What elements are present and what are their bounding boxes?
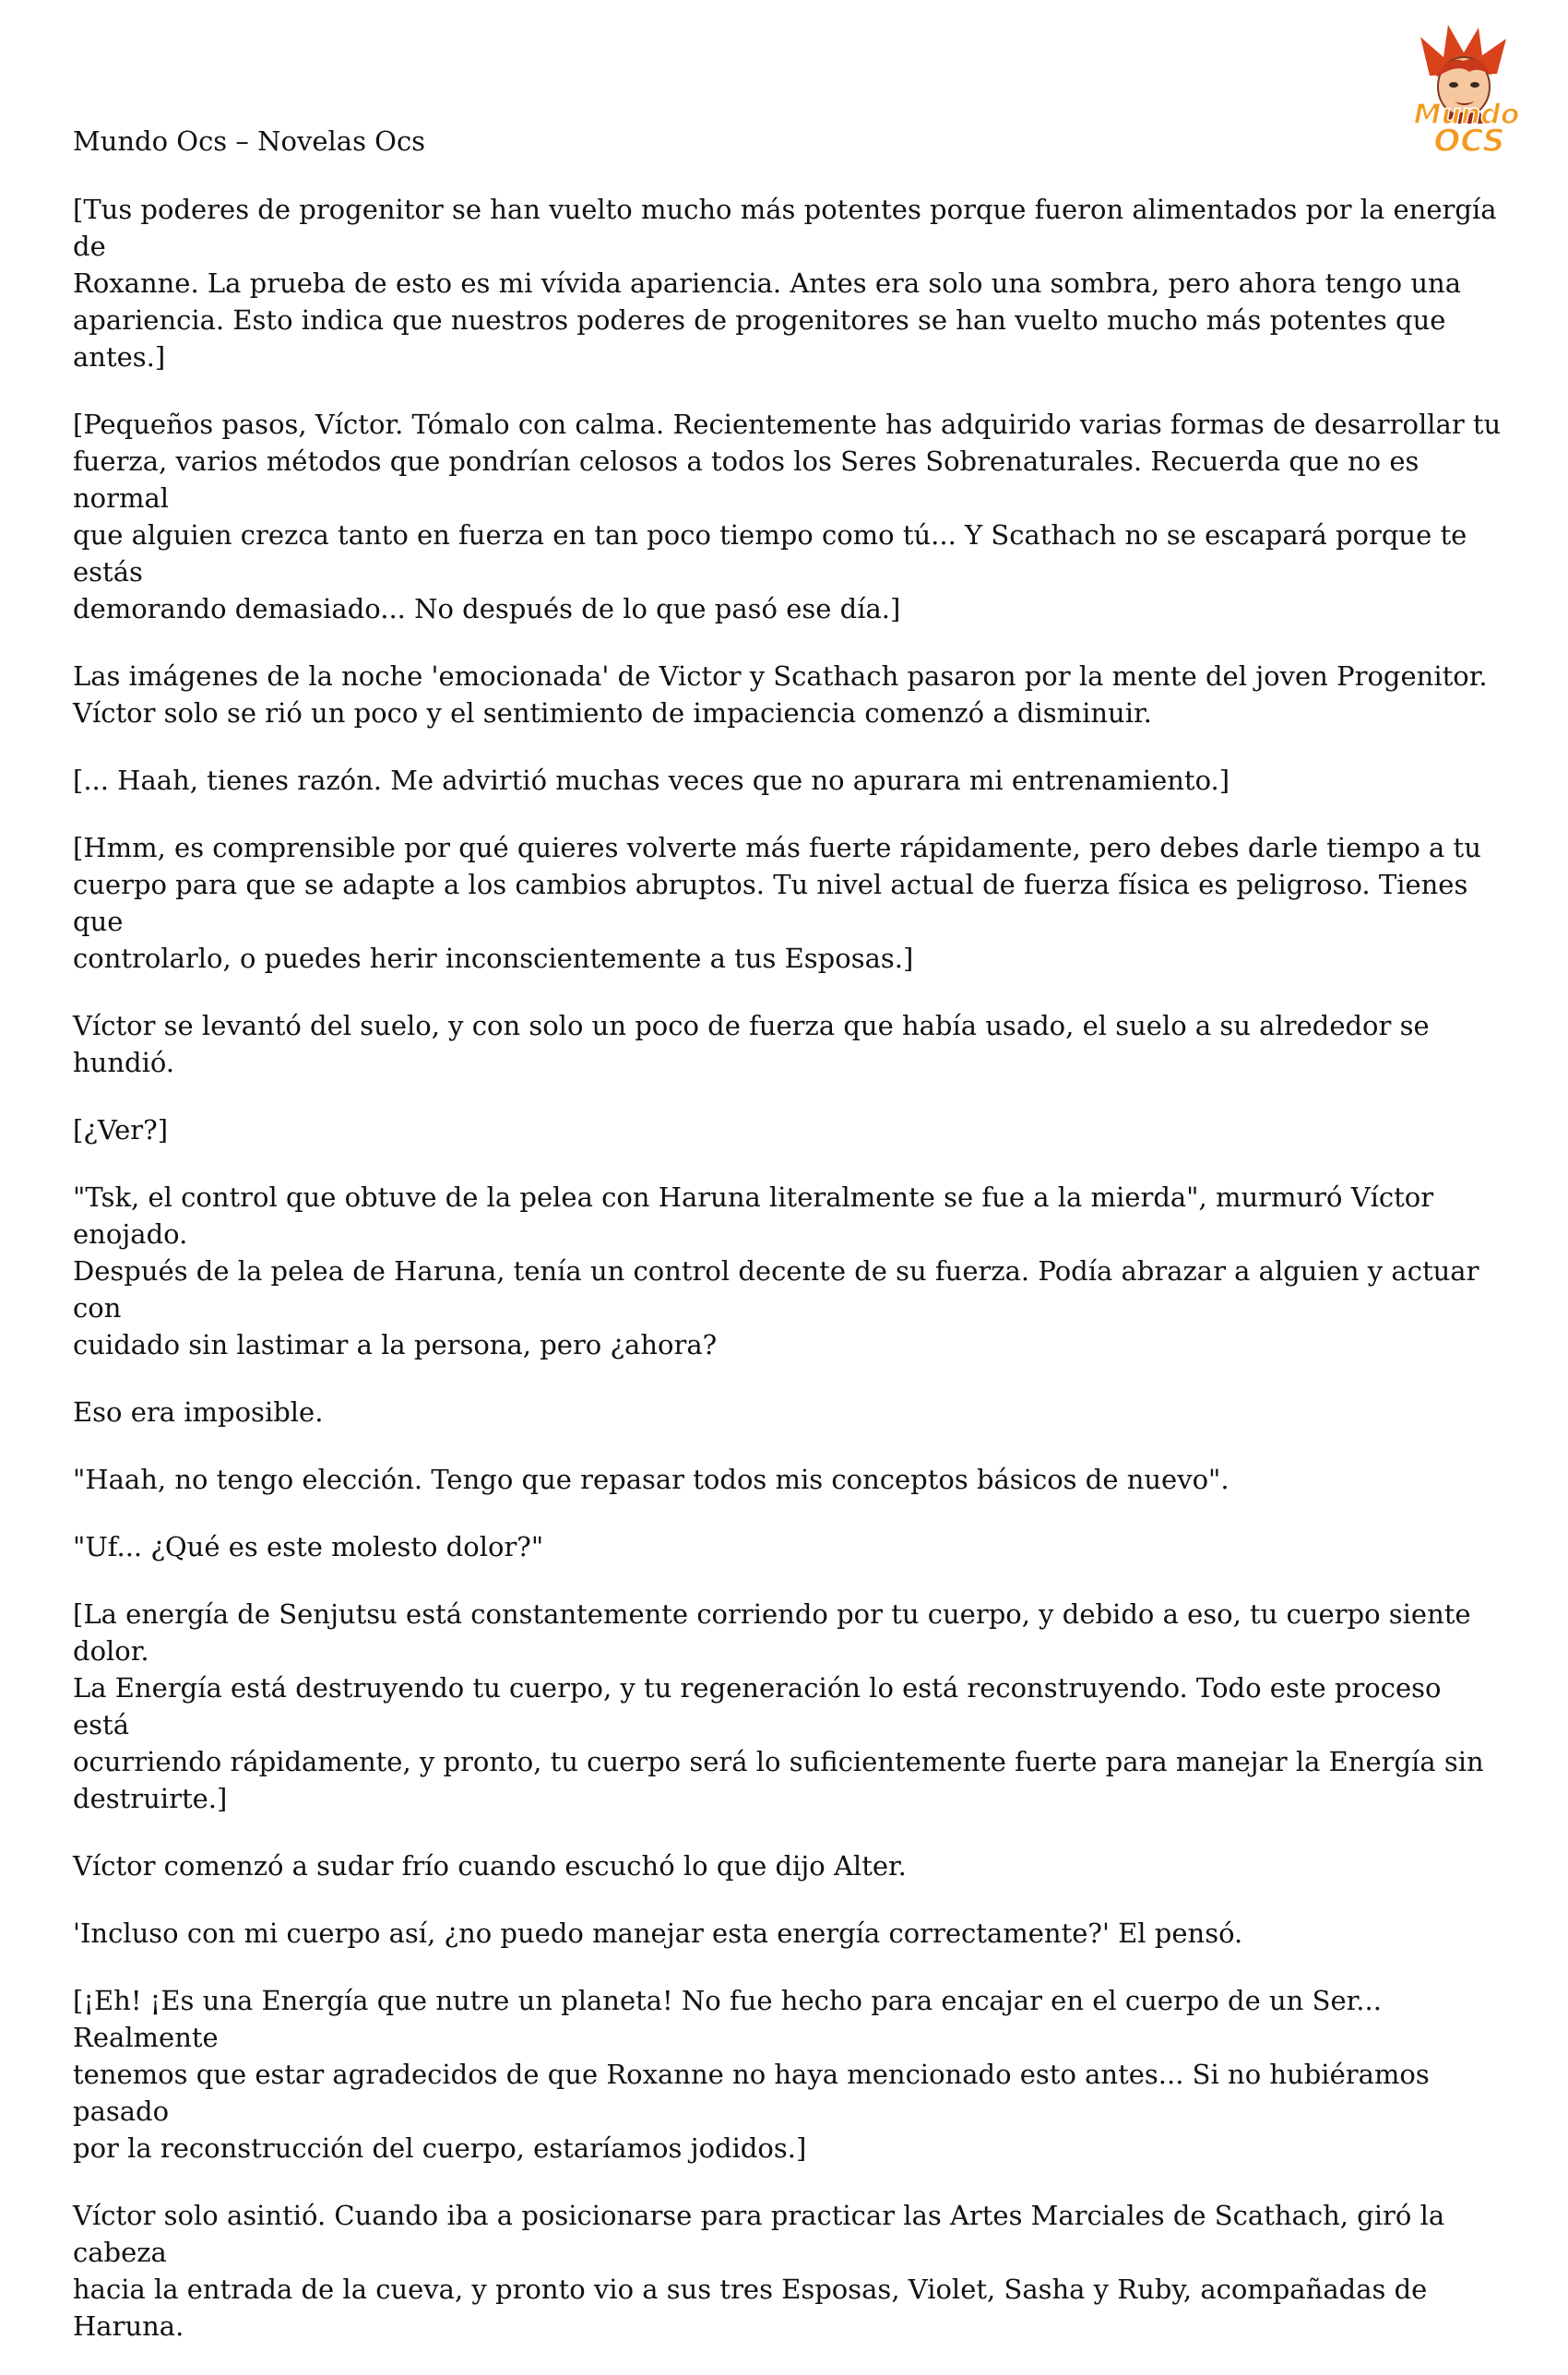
paragraph: Víctor solo asintió. Cuando iba a posicionarse para practicar las Artes Marciales de Scathach, giró la cabeza hacia la entrada de la cueva, y pronto vio a sus tres Esposas, Violet, Sasha y Ruby, acompañadas de Haruna. [73, 2200, 1445, 2342]
paragraph: [¡Eh! ¡Es una Energía que nutre un planeta! No fue hecho para encajar en el cuerpo de un Ser... Realmente tenemos que estar agradecidos de que Roxanne no haya mencionado esto antes... Si no hubiéramos pasado por la reconstrucción del cuerpo, estaríamos jodidos.] [73, 1985, 1430, 2164]
paragraph: "Haah, no tengo elección. Tengo que repasar todos mis conceptos básicos de nuevo". [73, 1464, 1229, 1495]
document-body [73, 191, 1503, 2375]
paragraph: Víctor comenzó a sudar frío cuando escuchó lo que dijo Alter. [73, 1850, 907, 1882]
logo-line2: OCS [1433, 123, 1505, 159]
logo-line1: Mundo [1413, 99, 1520, 131]
paragraph: [Hmm, es comprensible por qué quieres volverte más fuerte rápidamente, pero debes darle tiempo a tu cuerpo para que se adapte a los cambios abruptos. Tu nivel actual de fuerza física es peligroso. Tienes que controlarlo, o puedes herir inconscientemente a tus Esposas.] [73, 832, 1481, 974]
paragraph: [... Haah, tienes razón. Me advirtió muchas veces que no apurara mi entrenamiento.] [73, 765, 1230, 796]
paragraph: [Tus poderes de progenitor se han vuelto mucho más potentes porque fueron alimentados por la energía de Roxanne. La prueba de esto es mi vívida apariencia. Antes era solo una sombra, pero ahora tengo una apariencia. Esto indica que nuestros poderes de progenitores se han vuelto mucho más potentes que antes.] [73, 194, 1497, 373]
paragraph: [Pequeños pasos, Víctor. Tómalo con calma. Recientemente has adquirido varias formas de desarrollar tu fuerza, varios métodos que pondrían celosos a todos los Seres Sobrenaturales. Recuerda que no es normal que alguien crezca tanto en fuerza en tan poco tiempo como tú... Y Scathach no se escapará porque te estás demorando demasiado... No después de lo que pasó ese día.] [73, 409, 1502, 624]
paragraph: "Tsk, el control que obtuve de la pelea con Haruna literalmente se fue a la mierda", murmuró Víctor enojado. Después de la pelea de Haruna, tenía un control decente de su fuerza. Podía abrazar a alguien y actuar con cuidado sin lastimar a la persona, pero ¿ahora? [73, 1182, 1479, 1360]
paragraph: Víctor se levantó del suelo, y con solo un poco de fuerza que había usado, el suelo a su alrededor se hundió. [73, 1010, 1430, 1078]
paragraph: [La energía de Senjutsu está constantemente corriendo por tu cuerpo, y debido a eso, tu cuerpo siente dolor. La Energía está destruyendo tu cuerpo, y tu regeneración lo está reconstruyendo. Todo este proceso está ocurriendo rápidamente, y pronto, tu cuerpo será lo suficientemente fuerte para manejar la Energía sin destruirte.] [73, 1598, 1484, 1814]
paragraph: [¿Ver?] [73, 1114, 169, 1146]
paragraph: 'Incluso con mi cuerpo así, ¿no puedo manejar esta energía correctamente?' El pensó. [73, 1918, 1243, 1949]
mundo-ocs-logo-icon [1397, 20, 1536, 159]
page-header: Mundo Ocs – Novelas Ocs [73, 125, 426, 157]
paragraph: Las imágenes de la noche 'emocionada' de Victor y Scathach pasaron por la mente del joven Progenitor. Víctor solo se rió un poco y el sentimiento de impaciencia comenzó a disminuir. [73, 660, 1488, 729]
paragraph: "Uf... ¿Qué es este molesto dolor?" [73, 1531, 544, 1562]
paragraph: Eso era imposible. [73, 1396, 324, 1428]
